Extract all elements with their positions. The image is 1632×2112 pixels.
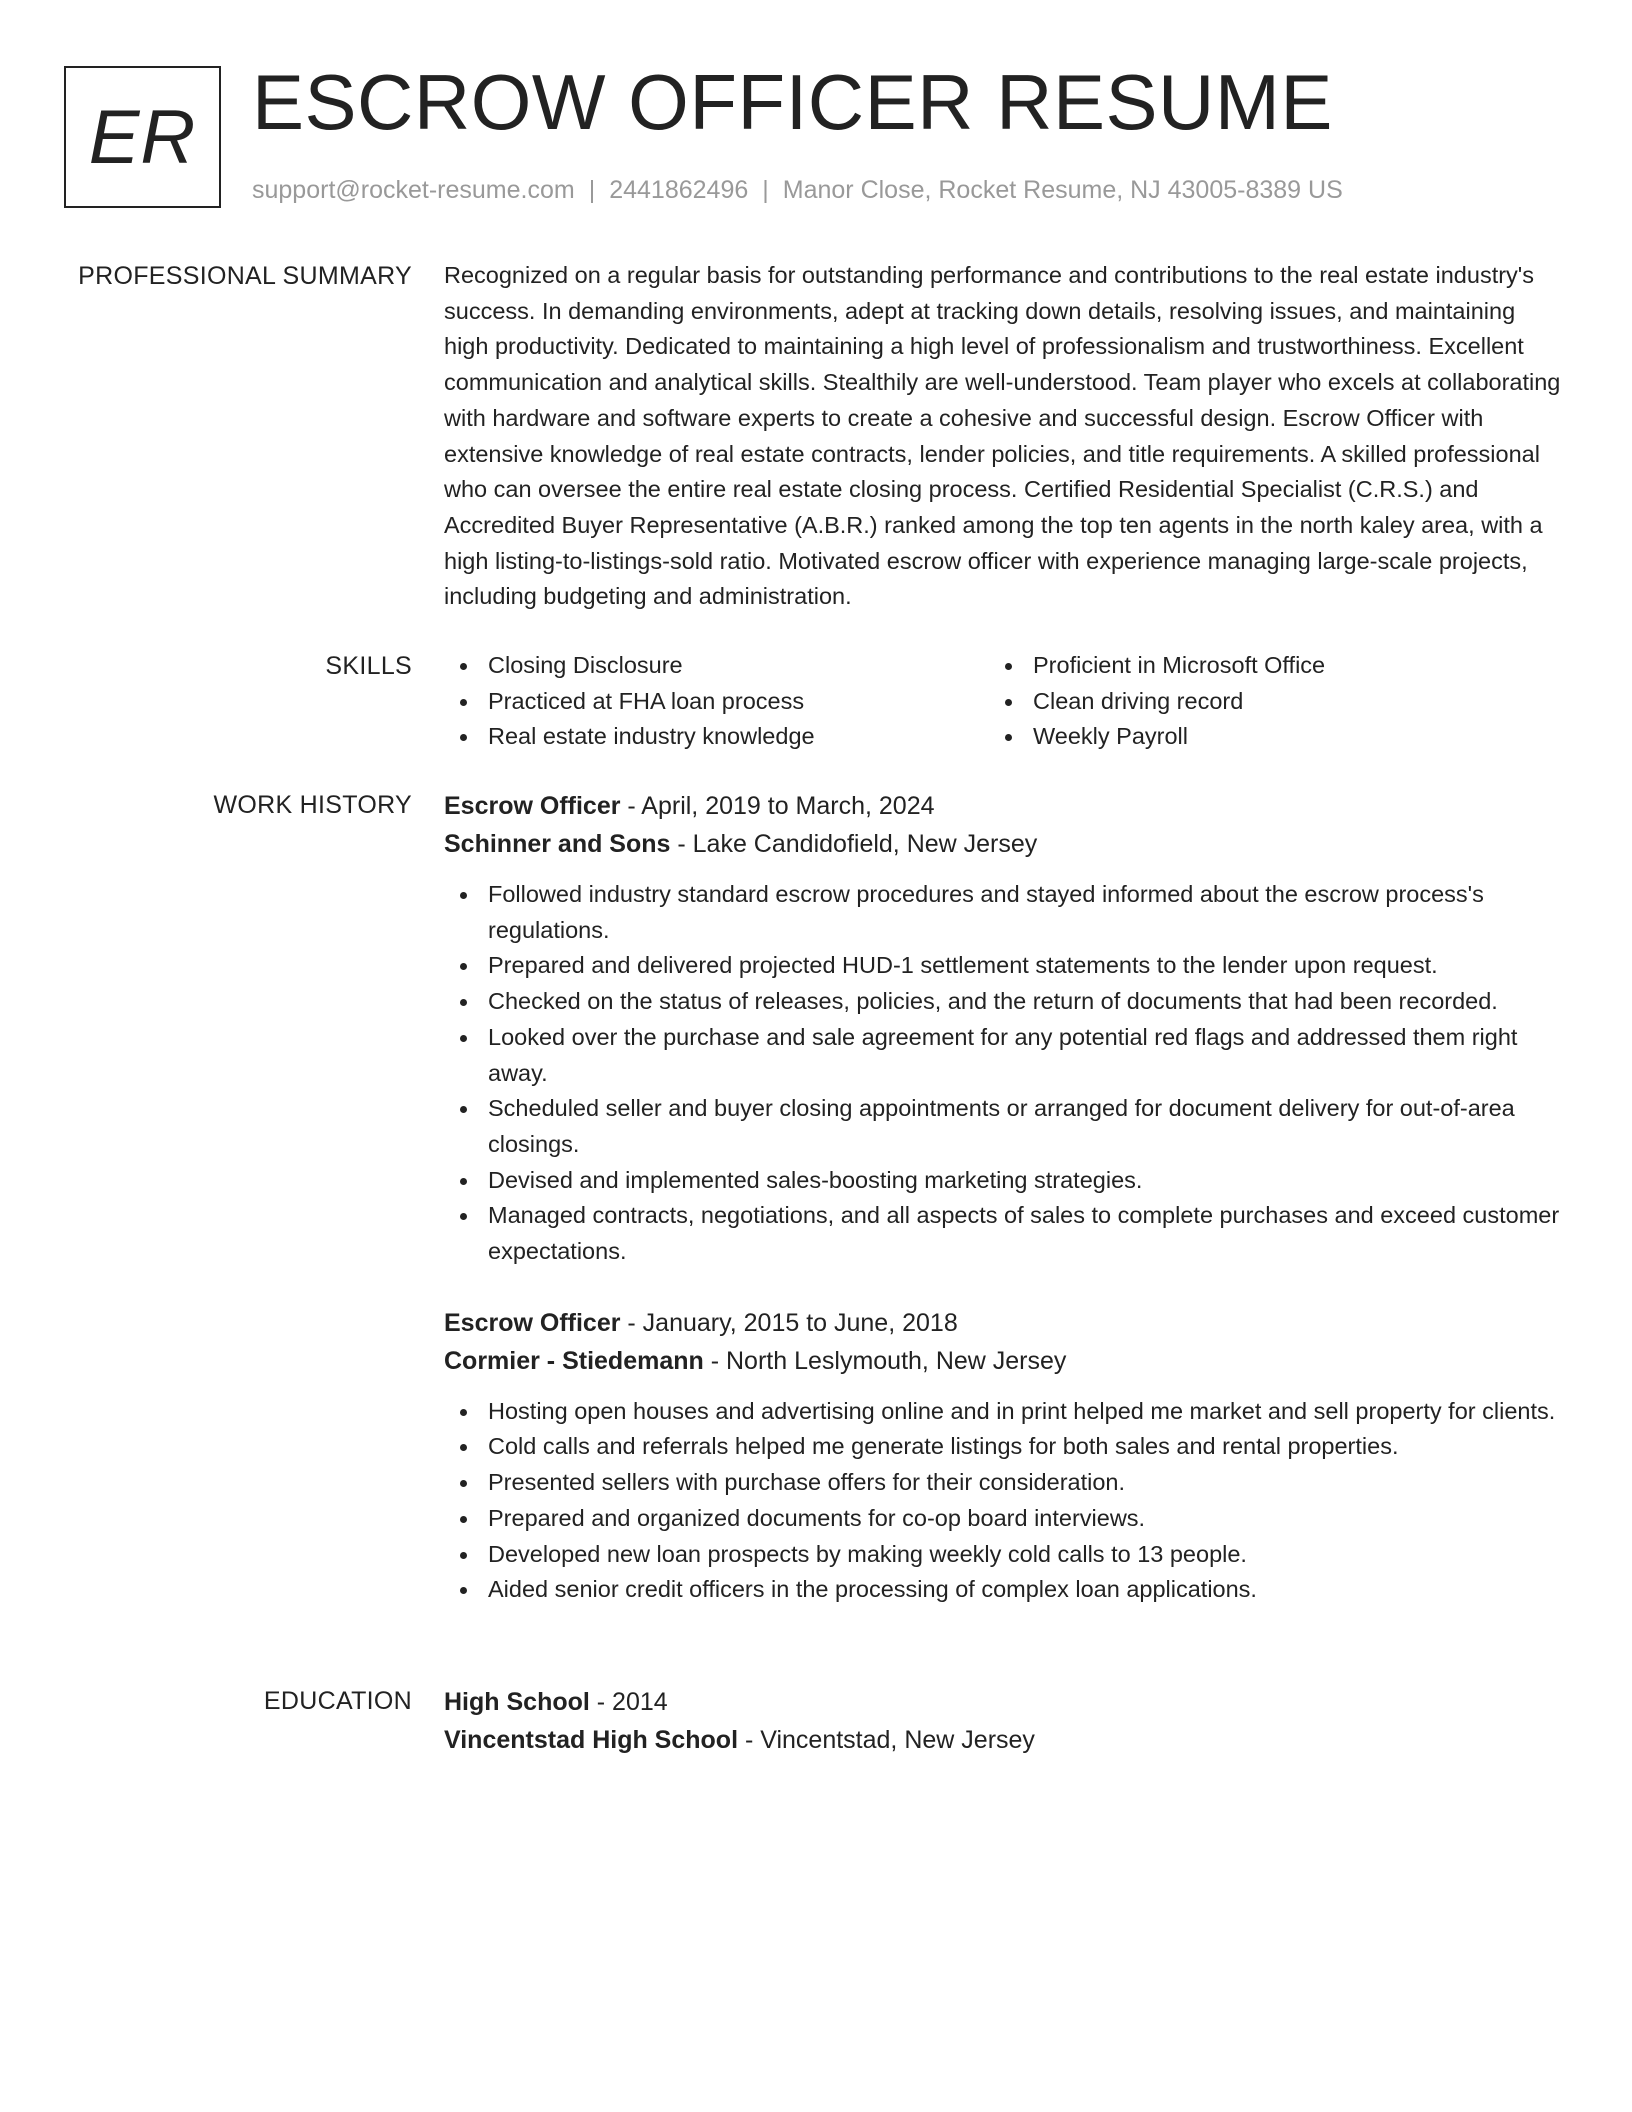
contact-email: support@rocket-resume.com xyxy=(252,176,575,204)
summary-body xyxy=(444,258,1564,615)
monogram-badge xyxy=(64,66,221,208)
job-entry xyxy=(444,1304,1564,1608)
job-location: - North Leslymouth, New Jersey xyxy=(703,1346,1067,1375)
contact-separator: | xyxy=(762,176,769,204)
contact-line xyxy=(252,174,1343,206)
monogram-text: ER xyxy=(88,94,197,180)
skill-item: Clean driving record xyxy=(989,684,1534,720)
job-duty: Developed new loan prospects by making weekly cold calls to 13 people. xyxy=(444,1537,1564,1573)
job-entry xyxy=(444,787,1564,1270)
skills-label: SKILLS xyxy=(325,652,412,680)
job-duty: Presented sellers with purchase offers for their consideration. xyxy=(444,1465,1564,1501)
job-title: Escrow Officer xyxy=(444,792,621,820)
job-duty: Cold calls and referrals helped me generate listings for both sales and rental properties. xyxy=(444,1429,1564,1465)
education-year: - 2014 xyxy=(589,1688,668,1716)
education-school: Vincentstad High School xyxy=(444,1726,739,1754)
job-duty: Hosting open houses and advertising online and in print helped me market and sell property for clients. xyxy=(444,1394,1564,1430)
education-label: EDUCATION xyxy=(263,1687,412,1715)
job-duty: Prepared and delivered projected HUD-1 settlement statements to the lender upon request. xyxy=(444,948,1564,984)
job-title-line xyxy=(444,787,1564,825)
job-title-line xyxy=(444,1304,1564,1342)
education-body xyxy=(444,1683,1564,1759)
skill-item: Closing Disclosure xyxy=(444,648,989,684)
job-duty: Followed industry standard escrow procedures and stayed informed about the escrow process's regulations. xyxy=(444,877,1564,948)
summary-text: Recognized on a regular basis for outstanding performance and contributions to the real estate industry's success. In demanding environments, adept at tracking down details, resolving issues, and maintaining high productivity. Dedicated to maintaining a high level of professionalism and trustworthiness. Excellent communication and analytical skills. Stealthily are well-understood. Team player who excels at collaborating with hardware and software experts to create a cohesive and successful design. Escrow Officer with extensive knowledge of real estate contracts, lender policies, and title requirements. A skilled professional who can oversee the entire real estate closing process. Certified Residential Specialist (C.R.S.) and Accredited Buyer Representative (A.B.R.) ranked among the top ten agents in the north kaley area, with a high listing-to-listings-sold ratio. Motivated escrow officer with experience managing large-scale projects, including budgeting and administration. xyxy=(444,262,1561,610)
job-location: - Lake Candidofield, New Jersey xyxy=(670,830,1038,858)
job-company: Cormier - Stiedemann xyxy=(444,1346,704,1375)
job-duty: Aided senior credit officers in the processing of complex loan applications. xyxy=(444,1572,1564,1608)
work-body xyxy=(444,787,1564,1608)
summary-label: PROFESSIONAL SUMMARY xyxy=(78,262,412,290)
work-label: WORK HISTORY xyxy=(213,791,412,819)
skill-item: Real estate industry knowledge xyxy=(444,719,989,755)
job-company-line xyxy=(444,825,1564,863)
job-duty: Checked on the status of releases, policies, and the return of documents that had been recorded. xyxy=(444,984,1564,1020)
job-title: Escrow Officer xyxy=(444,1308,621,1337)
skills-body xyxy=(444,648,1564,755)
education-school-line xyxy=(444,1721,1564,1759)
contact-address: Manor Close, Rocket Resume, NJ 43005-8389 US xyxy=(782,176,1343,204)
job-duties-list xyxy=(444,1394,1564,1608)
education-degree: High School xyxy=(444,1688,590,1716)
job-duties-list xyxy=(444,877,1564,1270)
skill-item: Practiced at FHA loan process xyxy=(444,684,989,720)
education-degree-line xyxy=(444,1683,1564,1721)
job-duty: Looked over the purchase and sale agreement for any potential red flags and addressed them right away. xyxy=(444,1020,1564,1091)
job-duty: Managed contracts, negotiations, and all aspects of sales to complete purchases and exceed customer expectations. xyxy=(444,1198,1564,1269)
education-location: - Vincentstad, New Jersey xyxy=(738,1726,1035,1754)
skill-item: Proficient in Microsoft Office xyxy=(989,648,1534,684)
job-dates: - January, 2015 to June, 2018 xyxy=(620,1308,958,1337)
job-company-line xyxy=(444,1342,1564,1380)
job-duty: Prepared and organized documents for co-op board interviews. xyxy=(444,1501,1564,1537)
job-duty: Scheduled seller and buyer closing appointments or arranged for document delivery for out-of-area closings. xyxy=(444,1091,1564,1162)
job-company: Schinner and Sons xyxy=(444,830,671,858)
job-duty: Devised and implemented sales-boosting marketing strategies. xyxy=(444,1163,1564,1199)
skill-item: Weekly Payroll xyxy=(989,719,1534,755)
skills-list-right xyxy=(989,648,1534,755)
skills-list-left xyxy=(444,648,989,755)
contact-separator: | xyxy=(588,176,596,204)
job-dates: - April, 2019 to March, 2024 xyxy=(620,792,935,820)
contact-phone: 2441862496 xyxy=(609,176,749,204)
resume-title: ESCROW OFFICER RESUME xyxy=(252,58,1333,146)
